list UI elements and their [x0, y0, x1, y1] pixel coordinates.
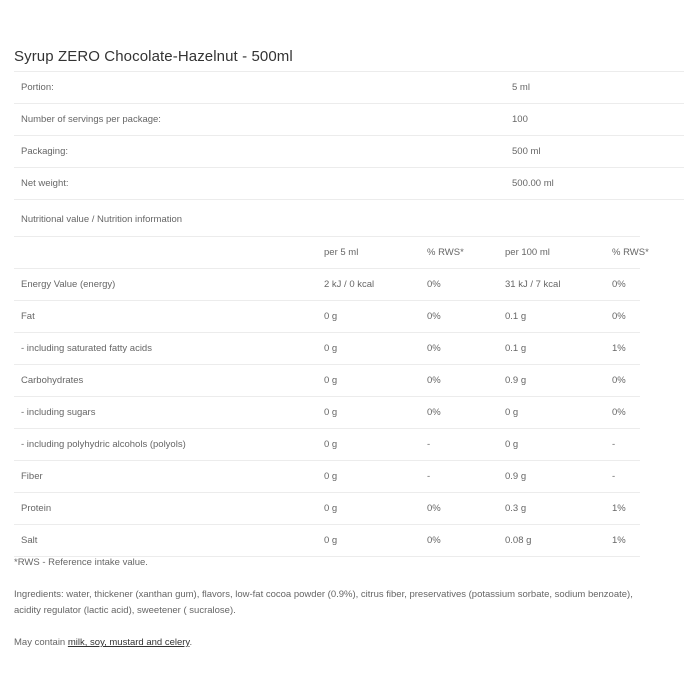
rws-portion-value: 0% — [427, 407, 441, 418]
info-label: Number of servings per package: — [21, 114, 161, 125]
per-portion-value: 0 g — [324, 375, 338, 386]
info-value: 100 — [512, 114, 528, 125]
rws-100-value: - — [612, 439, 616, 450]
per-portion-value: 0 g — [324, 471, 338, 482]
rws-100-value: 0% — [612, 375, 626, 386]
info-row-packaging — [14, 135, 684, 167]
column-header: % RWS* — [427, 247, 464, 258]
per-100-value: 0.08 g — [505, 535, 532, 546]
nutrition-row — [14, 396, 640, 428]
nutrition-row — [14, 268, 640, 300]
rws-100-value: 0% — [612, 407, 626, 418]
per-100-value: 0 g — [505, 407, 519, 418]
per-100-value: 0.9 g — [505, 471, 527, 482]
per-100-value: 0.1 g — [505, 311, 527, 322]
nutrition-header-row — [14, 236, 649, 268]
per-portion-value: 0 g — [324, 343, 338, 354]
info-label: Portion: — [21, 82, 54, 93]
nutrient-name: Energy Value (energy) — [21, 279, 116, 290]
rws-portion-value: - — [427, 439, 431, 450]
nutrition-row — [14, 492, 640, 524]
per-100-value: 0.3 g — [505, 503, 527, 514]
rws-100-value: 0% — [612, 311, 626, 322]
nutrient-name: Fiber — [21, 471, 43, 482]
nutrient-name: Protein — [21, 503, 52, 514]
info-value: 500.00 ml — [512, 178, 554, 189]
nutrition-row — [14, 332, 640, 364]
info-row-servings — [14, 103, 684, 135]
per-100-value: 31 kJ / 7 kcal — [505, 279, 561, 290]
nutrient-name: Fat — [21, 311, 35, 322]
info-label: Packaging: — [21, 146, 69, 157]
rws-100-value: 1% — [612, 503, 626, 514]
product-info-table — [14, 71, 684, 200]
allergen-list: milk, soy, mustard and celery — [67, 637, 190, 648]
per-portion-value: 0 g — [324, 503, 338, 514]
per-100-value: 0.9 g — [505, 375, 527, 386]
nutrition-row — [14, 460, 640, 492]
per-portion-value: 0 g — [324, 311, 338, 322]
rws-portion-value: 0% — [427, 535, 441, 546]
nutrient-name: - including polyhydric alcohols (polyols) — [21, 439, 186, 450]
column-header: % RWS* — [612, 247, 649, 258]
info-row-portion — [14, 71, 684, 103]
rws-100-value: 0% — [612, 279, 626, 290]
nutrition-row — [14, 428, 640, 460]
info-label: Net weight: — [21, 178, 69, 189]
rws-100-value: - — [612, 471, 616, 482]
rws-portion-value: 0% — [427, 279, 441, 290]
allergen-statement — [14, 635, 686, 651]
column-header: per 100 ml — [505, 247, 550, 258]
nutrition-table — [14, 236, 649, 557]
rws-portion-value: 0% — [427, 311, 441, 322]
product-title: Syrup ZERO Chocolate-Hazelnut - 500ml — [14, 48, 293, 65]
column-header: per 5 ml — [324, 247, 359, 258]
info-value: 5 ml — [512, 82, 530, 93]
nutrient-name: Salt — [21, 535, 38, 546]
ingredients-line: acidity regulator (lactic acid), sweetener ( sucralose). — [14, 605, 236, 616]
allergen-suffix: . — [189, 637, 193, 648]
nutrition-row — [14, 300, 640, 332]
rws-footnote: *RWS - Reference intake value. — [14, 557, 148, 568]
nutrition-row — [14, 524, 640, 557]
nutrition-heading: Nutritional value / Nutrition information — [21, 214, 183, 225]
rws-portion-value: 0% — [427, 343, 441, 354]
per-portion-value: 0 g — [324, 535, 338, 546]
per-portion-value: 0 g — [324, 439, 338, 450]
per-portion-value: 0 g — [324, 407, 338, 418]
rws-100-value: 1% — [612, 343, 626, 354]
rws-portion-value: 0% — [427, 503, 441, 514]
nutrition-row — [14, 364, 640, 396]
nutrient-name: - including sugars — [21, 407, 96, 418]
rws-portion-value: - — [427, 471, 431, 482]
rws-100-value: 1% — [612, 535, 626, 546]
ingredients-line: Ingredients: water, thickener (xanthan gum), flavors, low-fat cocoa powder (0.9%), citrus fiber, preservatives (potassium sorbate, sodium benzoate), — [14, 589, 633, 600]
info-row-net-weight — [14, 167, 684, 200]
nutrient-name: - including saturated fatty acids — [21, 343, 152, 354]
info-value: 500 ml — [512, 146, 541, 157]
per-portion-value: 2 kJ / 0 kcal — [324, 279, 375, 290]
allergen-prefix: May contain — [14, 637, 68, 648]
rws-portion-value: 0% — [427, 375, 441, 386]
per-100-value: 0.1 g — [505, 343, 527, 354]
per-100-value: 0 g — [505, 439, 519, 450]
ingredients-text — [14, 587, 686, 619]
nutrient-name: Carbohydrates — [21, 375, 84, 386]
